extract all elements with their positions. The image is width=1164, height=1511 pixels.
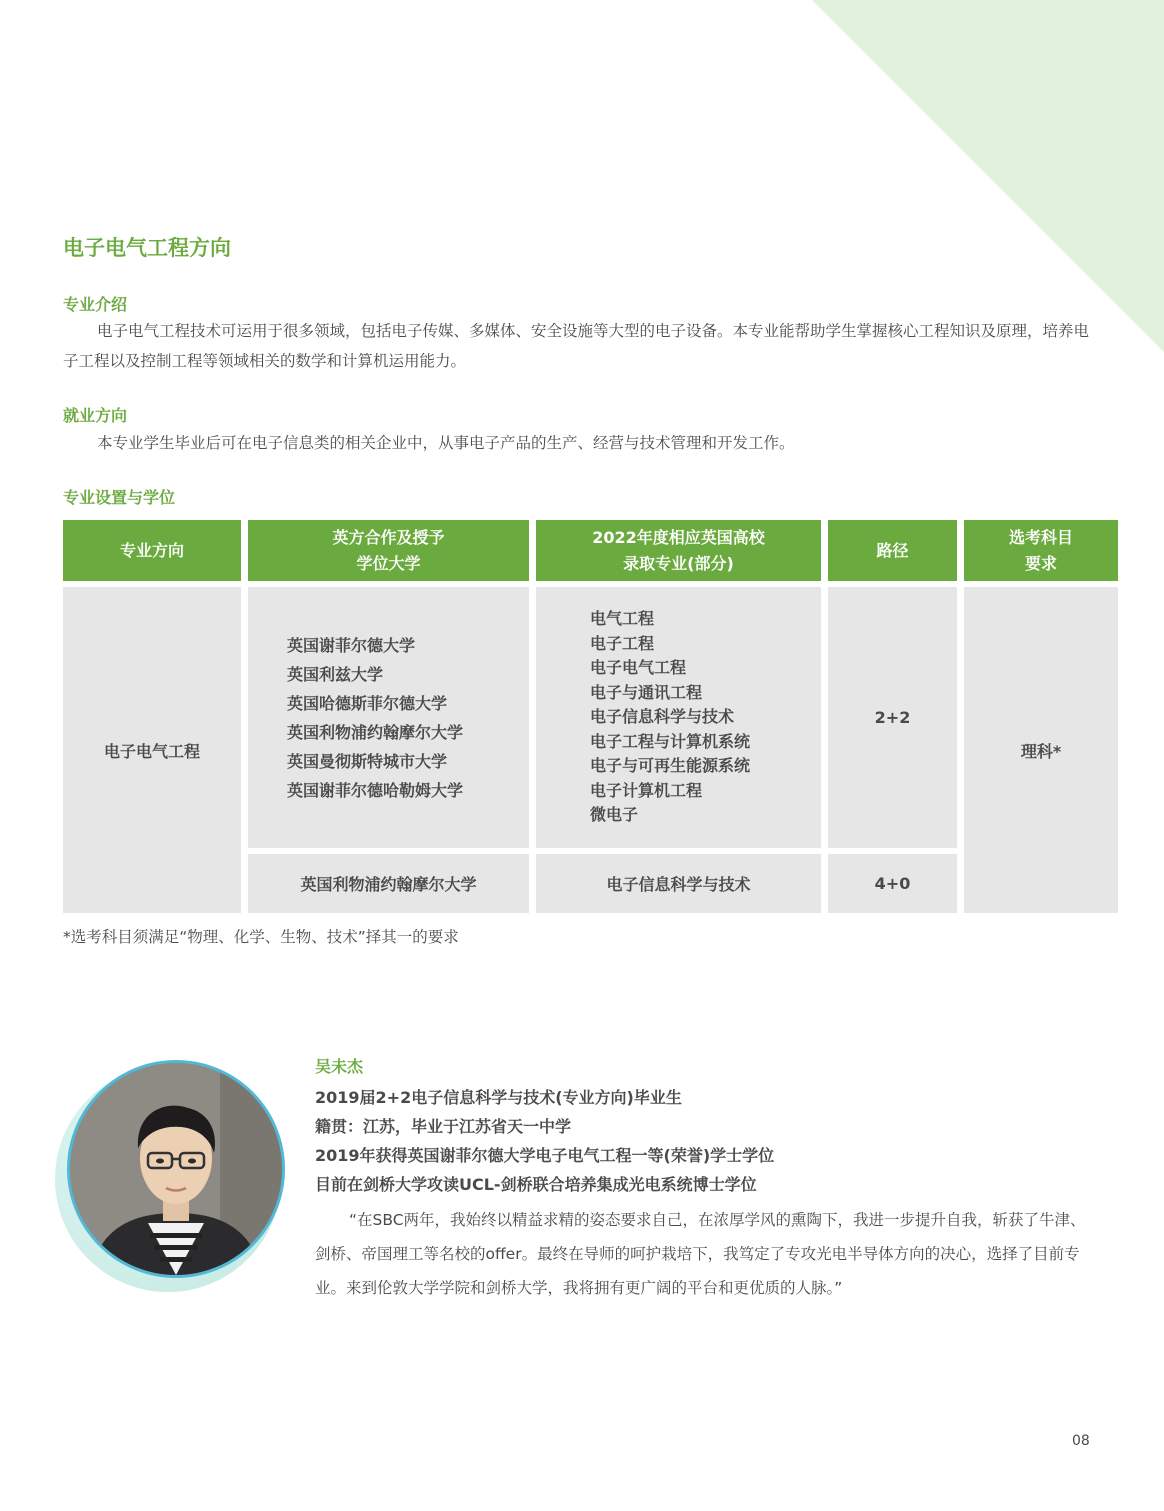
intro-text: 电子电气工程技术可运用于很多领域，包括电子传媒、多媒体、安全设施等大型的电子设备。本专业能帮助学生掌握核心工程知识及原理，培养电子工程以及控制工程等领域相关的数学和计算机运用能力。 bbox=[63, 322, 1090, 370]
career-heading: 就业方向 bbox=[63, 406, 128, 425]
subject-cell: 理科* bbox=[964, 587, 1118, 913]
list-item: 电子工程与计算机系统 bbox=[590, 731, 751, 751]
list-item: 电子计算机工程 bbox=[590, 780, 703, 800]
section-title: 电子电气工程方向 bbox=[63, 236, 231, 260]
list-item: 英国谢菲尔德哈勒姆大学 bbox=[287, 780, 464, 800]
profile-line: 目前在剑桥大学攻读UCL-剑桥联合培养集成光电系统博士学位 bbox=[315, 1175, 757, 1194]
list-item: 电子与可再生能源系统 bbox=[590, 756, 751, 776]
profile bbox=[315, 1054, 1095, 1305]
table-header-row bbox=[63, 520, 1118, 587]
list-item: 电气工程 bbox=[590, 609, 655, 629]
career-text: 本专业学生毕业后可在电子信息类的相关企业中，从事电子产品的生产、经营与技术管理和开发工作。 bbox=[97, 434, 795, 452]
list-item: 电子与通讯工程 bbox=[590, 682, 703, 702]
uk-majors-cell: 电子信息科学与技术 bbox=[536, 854, 821, 913]
header-uk-majors: 2022年度相应英国高校 录取专业(部分) bbox=[536, 520, 821, 587]
corner-decoration bbox=[0, 0, 1164, 360]
list-item: 电子信息科学与技术 bbox=[590, 707, 735, 727]
list-item: 英国利物浦约翰摩尔大学 bbox=[287, 722, 464, 742]
major-cell: 电子电气工程 bbox=[63, 587, 241, 913]
header-major: 专业方向 bbox=[63, 520, 241, 587]
profile-name: 吴未杰 bbox=[315, 1057, 364, 1076]
profile-line: 2019年获得英国谢菲尔德大学电子电气工程一等(荣誉)学士学位 bbox=[315, 1146, 775, 1165]
path-cell: 2+2 bbox=[828, 587, 957, 854]
footnote: *选考科目须满足“物理、化学、生物、技术”择其一的要求 bbox=[63, 928, 459, 946]
profile-quote: “在SBC两年，我始终以精益求精的姿态要求自己，在浓厚学风的熏陶下，我进一步提升自我，斩获了牛津、剑桥、帝国理工等名校的offer。最终在导师的呵护栽培下，我笃定了专攻光电半导体方向的决心，选择了目前专业。来到伦敦大学学院和剑桥大学，我将拥有更广阔的平台和更优质的人脉。” bbox=[315, 1211, 1086, 1297]
header-university: 英方合作及授予 学位大学 bbox=[248, 520, 529, 587]
page-number: 08 bbox=[1072, 1433, 1090, 1449]
university-cell bbox=[248, 587, 529, 854]
path-cell: 4+0 bbox=[828, 854, 957, 913]
uk-major-list bbox=[537, 607, 820, 828]
list-item: 微电子 bbox=[590, 805, 639, 825]
table-row bbox=[63, 587, 1118, 854]
university-list bbox=[249, 631, 528, 805]
university-cell: 英国利物浦约翰摩尔大学 bbox=[248, 854, 529, 913]
header-path: 路径 bbox=[828, 520, 957, 587]
list-item: 英国谢菲尔德大学 bbox=[287, 635, 416, 655]
avatar-photo bbox=[67, 1060, 285, 1278]
profile-line: 籍贯：江苏，毕业于江苏省天一中学 bbox=[315, 1117, 572, 1136]
list-item: 电子工程 bbox=[590, 633, 655, 653]
degree-table bbox=[56, 520, 1125, 913]
table-heading: 专业设置与学位 bbox=[63, 488, 176, 507]
list-item: 英国利兹大学 bbox=[287, 664, 384, 684]
list-item: 英国曼彻斯特城市大学 bbox=[287, 751, 448, 771]
intro-heading: 专业介绍 bbox=[63, 295, 128, 314]
list-item: 英国哈德斯菲尔德大学 bbox=[287, 693, 448, 713]
list-item: 电子电气工程 bbox=[590, 658, 687, 678]
corner-triangle bbox=[812, 0, 1164, 352]
header-subject: 选考科目 要求 bbox=[964, 520, 1118, 587]
uk-majors-cell bbox=[536, 587, 821, 854]
avatar bbox=[55, 1060, 285, 1296]
profile-line: 2019届2+2电子信息科学与技术(专业方向)毕业生 bbox=[315, 1088, 682, 1107]
